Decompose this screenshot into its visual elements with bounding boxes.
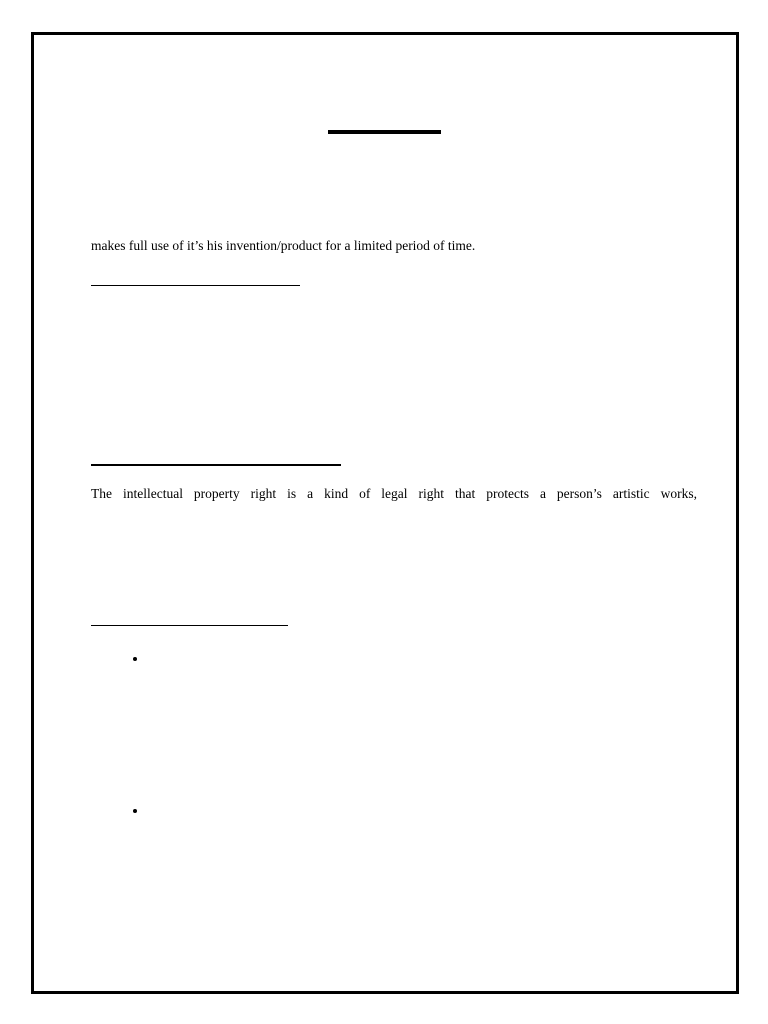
- heading-underline-2: [91, 464, 341, 466]
- bullet-point-2: [133, 809, 137, 813]
- paragraph-line-2: The intellectual property right is a kind of legal right that protects a person’s artistic works,: [91, 486, 697, 501]
- heading-underline-1: [91, 285, 300, 286]
- heading-underline-3: [91, 625, 288, 626]
- bullet-point-1: [133, 657, 137, 661]
- page-border: [31, 32, 739, 994]
- paragraph-line-1: makes full use of it’s his invention/product for a limited period of time.: [91, 238, 476, 253]
- title-underline: [328, 130, 441, 134]
